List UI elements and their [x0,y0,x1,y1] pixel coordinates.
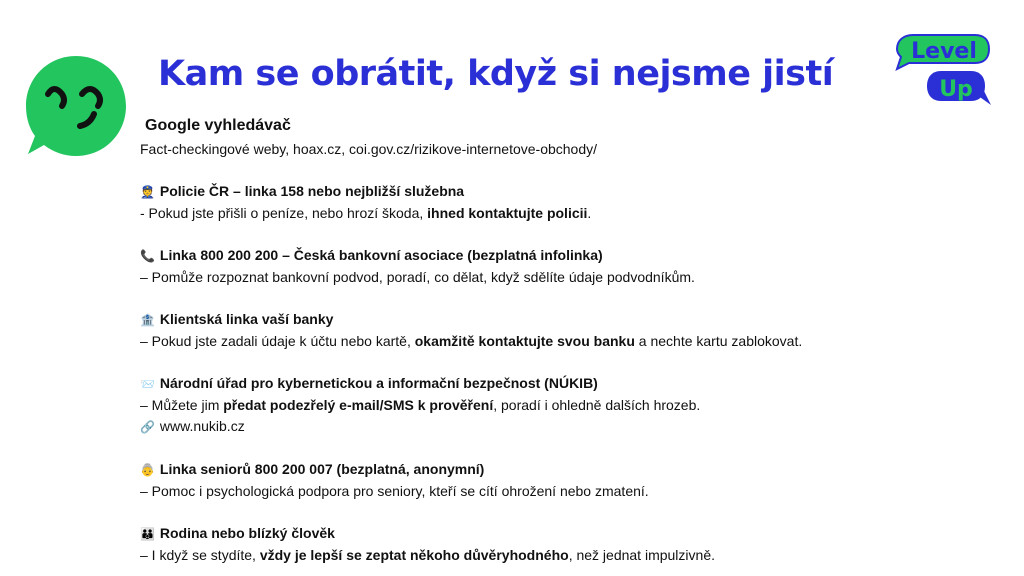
envelope-icon: 📨 [140,377,155,391]
page-title: Kam se obrátit, když si nejsme jistí [158,54,834,94]
senior-woman-icon: 👵 [140,463,155,477]
contact-bank-line: 🏦 Klientská linka vaší banky – Pokud jste zadali údaje k účtu nebo kartě, okamžitě kontaktujte svou banku a nechte kartu zablokovat. [140,311,803,349]
emphasis: ihned kontaktujte policii [427,205,588,221]
contact-heading: Klientská linka vaší banky [159,311,334,327]
telephone-icon: 📞 [140,249,155,263]
family-icon: 👪 [140,527,155,541]
police-officer-icon: 👮 [140,185,155,199]
google-heading: Google vyhledávač [145,117,291,134]
content [140,117,1000,566]
contact-police: 👮 Policie ČR – linka 158 nebo nejbližší služebna - Pokud jste přišli o peníze, nebo hrozí škoda, ihned kontaktujte policii. [140,183,592,221]
mascot-speech-bubble-icon [24,54,128,158]
contact-nukib: 📨 Národní úřad pro kybernetickou a informační bezpečnost (NÚKIB) – Můžete jim předat podezřelý e-mail/SMS k prověření, poradí i ohledně dalších hrozeb. 🔗 www.nukib.cz [140,373,1000,438]
contact-seniors: 👵 Linka seniorů 800 200 007 (bezplatná, anonymní) – Pomoc i psychologická podpora pro seniory, kteří se cítí ohrožení nebo zmatení. [140,461,649,499]
level-up-logo [895,33,995,107]
nukib-link[interactable]: www.nukib.cz [156,418,245,434]
contact-heading: Rodina nebo blízký člověk [159,525,335,541]
logo-text-level: Level [911,39,977,64]
emphasis: předat podezřelý e-mail/SMS k prověření [223,397,494,413]
contact-heading: Linka seniorů 800 200 007 (bezplatná, anonymní) [159,461,485,477]
contact-heading: Národní úřad pro kybernetickou a informační bezpečnost (NÚKIB) [159,375,598,391]
logo-text-up: Up [939,77,973,102]
emphasis: vždy je lepší se zeptat někoho důvěryhodného [259,547,569,563]
contact-bank-association: 📞 Linka 800 200 200 – Česká bankovní asociace (bezplatná infolinka) – Pomůže rozpoznat bankovní podvod, poradí, co dělat, když sdělíte údaje podvodníkům. [140,247,695,285]
contact-heading: Linka 800 200 200 – Česká bankovní asociace (bezplatná infolinka) [159,247,603,263]
contact-family: 👪 Rodina nebo blízký člověk – I když se stydíte, vždy je lepší se zeptat někoho důvěryhodného, než jednat impulzivně. [140,525,715,563]
google-text: Fact-checkingové weby, hoax.cz, coi.gov.cz/rizikove-internetove-obchody/ [140,141,598,157]
bank-icon: 🏦 [140,313,155,327]
emphasis: okamžitě kontaktujte svou banku [414,333,635,349]
contact-heading: Policie ČR – linka 158 nebo nejbližší služebna [159,183,465,199]
link-icon: 🔗 [140,420,155,434]
